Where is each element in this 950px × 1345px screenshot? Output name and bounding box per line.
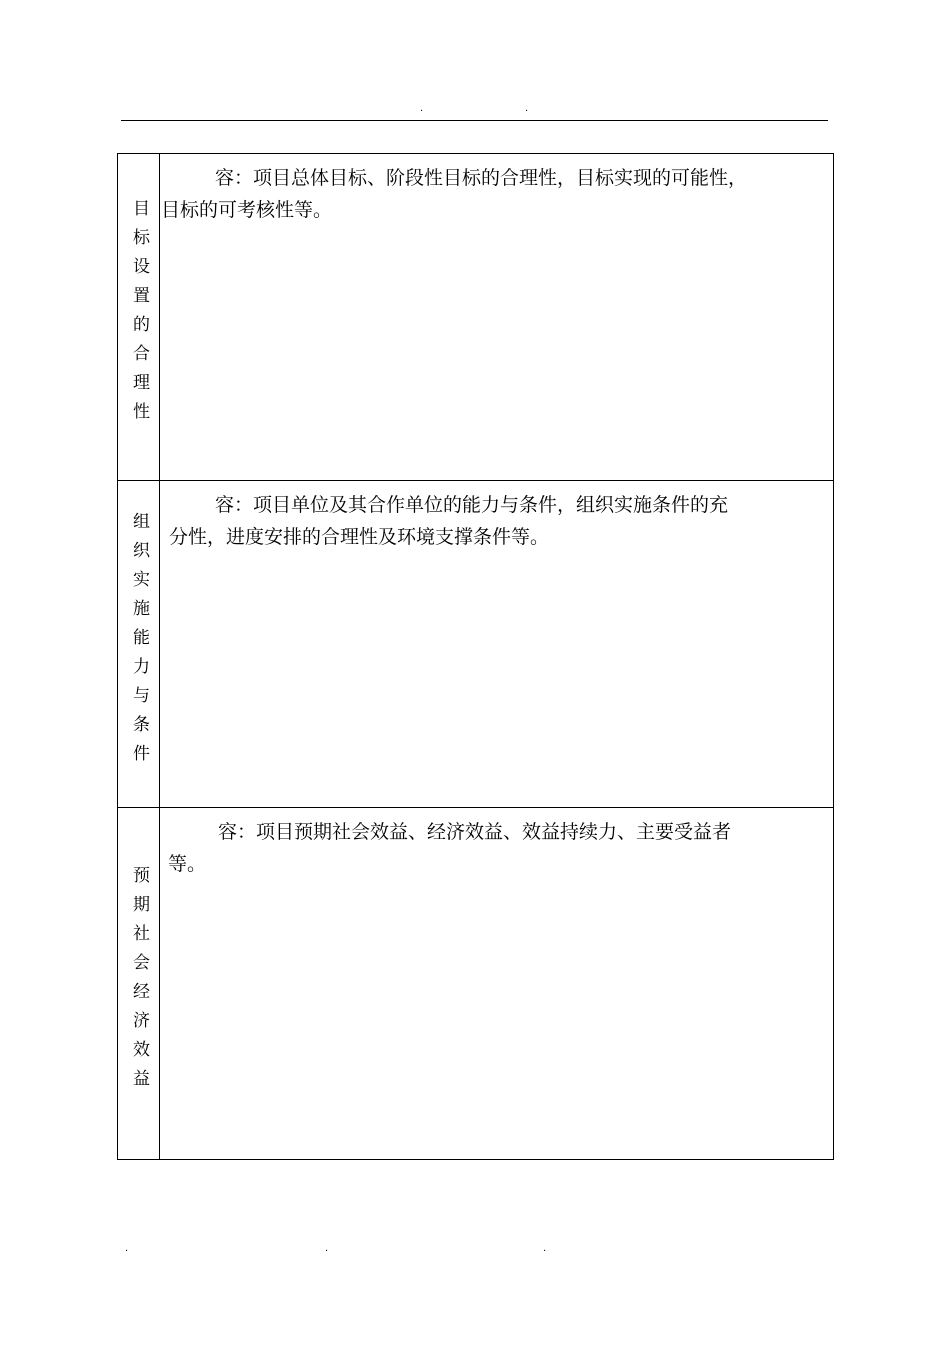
table-row xyxy=(118,154,834,481)
page-header xyxy=(0,104,950,118)
row-content xyxy=(160,808,833,880)
content-line: 等。 xyxy=(168,853,207,875)
row-content-cell xyxy=(160,808,834,1160)
row-label-cell xyxy=(118,808,160,1160)
row-label: 预期社会经济效益 xyxy=(129,865,149,1098)
row-label: 组织实施能力与条件 xyxy=(129,511,149,773)
content-line: 目标的可考核性等。 xyxy=(161,199,333,221)
page-footer xyxy=(0,1244,950,1258)
footer-dot: . xyxy=(543,1243,547,1254)
footer-dot: . xyxy=(125,1243,129,1254)
header-dot: . xyxy=(525,103,529,114)
row-content-cell xyxy=(160,154,834,481)
footer-dot: . xyxy=(325,1243,329,1254)
header-rule xyxy=(121,120,828,121)
row-label: 目标设置的合理性 xyxy=(129,199,149,431)
row-label-cell xyxy=(118,154,160,481)
row-content xyxy=(160,154,833,226)
content-line: 分性，进度安排的合理性及环境支撑条件等。 xyxy=(169,526,550,548)
header-dot: . xyxy=(420,103,424,114)
table-row xyxy=(118,808,834,1160)
row-content xyxy=(160,481,833,553)
row-label-cell xyxy=(118,481,160,808)
evaluation-table xyxy=(117,153,834,1160)
table-row xyxy=(118,481,834,808)
content-line: 容：项目预期社会效益、经济效益、效益持续力、主要受益者 xyxy=(218,821,732,843)
row-content-cell xyxy=(160,481,834,808)
content-line: 容：项目单位及其合作单位的能力与条件，组织实施条件的充 xyxy=(215,494,729,516)
content-line: 容：项目总体目标、阶段性目标的合理性，目标实现的可能性， xyxy=(215,167,748,189)
